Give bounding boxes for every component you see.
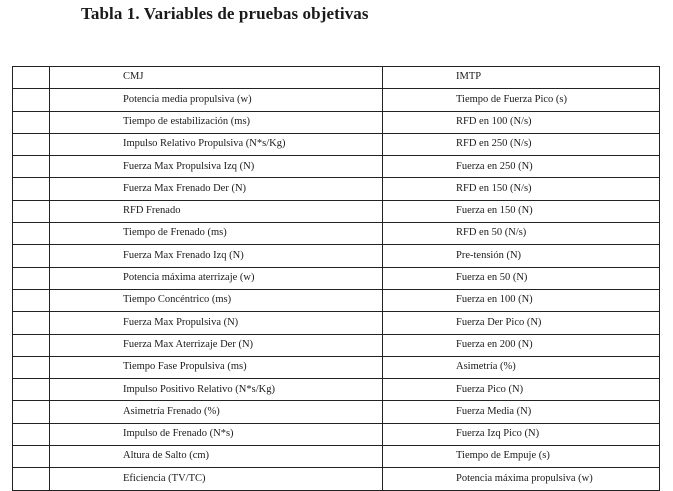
imtp-cell: Potencia máxima propulsiva (w)	[383, 468, 660, 490]
table-row	[13, 334, 660, 356]
header-cmj: CMJ	[50, 67, 383, 89]
index-cell	[13, 356, 50, 378]
cmj-cell: RFD Frenado	[50, 200, 383, 222]
imtp-cell: RFD en 100 (N/s)	[383, 111, 660, 133]
index-cell	[13, 289, 50, 311]
index-cell	[13, 156, 50, 178]
cmj-cell: Potencia máxima aterrizaje (w)	[50, 267, 383, 289]
index-cell	[13, 178, 50, 200]
table-row	[13, 468, 660, 490]
index-cell	[13, 200, 50, 222]
imtp-cell: Fuerza en 100 (N)	[383, 289, 660, 311]
table-row	[13, 446, 660, 468]
table-row	[13, 289, 660, 311]
index-cell	[13, 401, 50, 423]
imtp-cell: Fuerza Der Pico (N)	[383, 312, 660, 334]
index-cell	[13, 379, 50, 401]
cmj-cell: Potencia media propulsiva (w)	[50, 89, 383, 111]
index-cell	[13, 223, 50, 245]
cmj-cell: Tiempo de Frenado (ms)	[50, 223, 383, 245]
table-row	[13, 423, 660, 445]
imtp-cell: Fuerza Izq Pico (N)	[383, 423, 660, 445]
table-row	[13, 133, 660, 155]
table-row	[13, 178, 660, 200]
table-row	[13, 401, 660, 423]
cmj-cell: Tiempo de estabilización (ms)	[50, 111, 383, 133]
imtp-cell: Tiempo de Empuje (s)	[383, 446, 660, 468]
header-imtp: IMTP	[383, 67, 660, 89]
index-cell	[13, 111, 50, 133]
index-cell	[13, 312, 50, 334]
table-body	[13, 67, 660, 491]
index-cell	[13, 133, 50, 155]
table-header-row	[13, 67, 660, 89]
imtp-cell: Tiempo de Fuerza Pico (s)	[383, 89, 660, 111]
variables-table	[12, 66, 660, 491]
imtp-cell: RFD en 150 (N/s)	[383, 178, 660, 200]
imtp-cell: RFD en 50 (N/s)	[383, 223, 660, 245]
imtp-cell: Fuerza en 200 (N)	[383, 334, 660, 356]
cmj-cell: Fuerza Max Aterrizaje Der (N)	[50, 334, 383, 356]
index-cell	[13, 67, 50, 89]
cmj-cell: Tiempo Fase Propulsiva (ms)	[50, 356, 383, 378]
cmj-cell: Eficiencia (TV/TC)	[50, 468, 383, 490]
table-row	[13, 156, 660, 178]
cmj-cell: Asimetría Frenado (%)	[50, 401, 383, 423]
index-cell	[13, 468, 50, 490]
index-cell	[13, 267, 50, 289]
cmj-cell: Fuerza Max Propulsiva Izq (N)	[50, 156, 383, 178]
index-cell	[13, 245, 50, 267]
table-title: Tabla 1. Variables de pruebas objetivas	[81, 4, 369, 23]
imtp-cell: Asimetría (%)	[383, 356, 660, 378]
table-row	[13, 312, 660, 334]
cmj-cell: Fuerza Max Propulsiva (N)	[50, 312, 383, 334]
index-cell	[13, 89, 50, 111]
table-row	[13, 200, 660, 222]
imtp-cell: Fuerza en 250 (N)	[383, 156, 660, 178]
cmj-cell: Impulso Positivo Relativo (N*s/Kg)	[50, 379, 383, 401]
cmj-cell: Fuerza Max Frenado Der (N)	[50, 178, 383, 200]
table-row	[13, 267, 660, 289]
index-cell	[13, 334, 50, 356]
imtp-cell: Pre-tensión (N)	[383, 245, 660, 267]
cmj-cell: Tiempo Concéntrico (ms)	[50, 289, 383, 311]
imtp-cell: Fuerza Media (N)	[383, 401, 660, 423]
index-cell	[13, 446, 50, 468]
cmj-cell: Impulso de Frenado (N*s)	[50, 423, 383, 445]
table-row	[13, 356, 660, 378]
cmj-cell: Impulso Relativo Propulsiva (N*s/Kg)	[50, 133, 383, 155]
cmj-cell: Altura de Salto (cm)	[50, 446, 383, 468]
imtp-cell: RFD en 250 (N/s)	[383, 133, 660, 155]
index-cell	[13, 423, 50, 445]
imtp-cell: Fuerza Pico (N)	[383, 379, 660, 401]
table-row	[13, 111, 660, 133]
table-row	[13, 223, 660, 245]
table-row	[13, 89, 660, 111]
table-row	[13, 245, 660, 267]
imtp-cell: Fuerza en 50 (N)	[383, 267, 660, 289]
cmj-cell: Fuerza Max Frenado Izq (N)	[50, 245, 383, 267]
imtp-cell: Fuerza en 150 (N)	[383, 200, 660, 222]
table-row	[13, 379, 660, 401]
